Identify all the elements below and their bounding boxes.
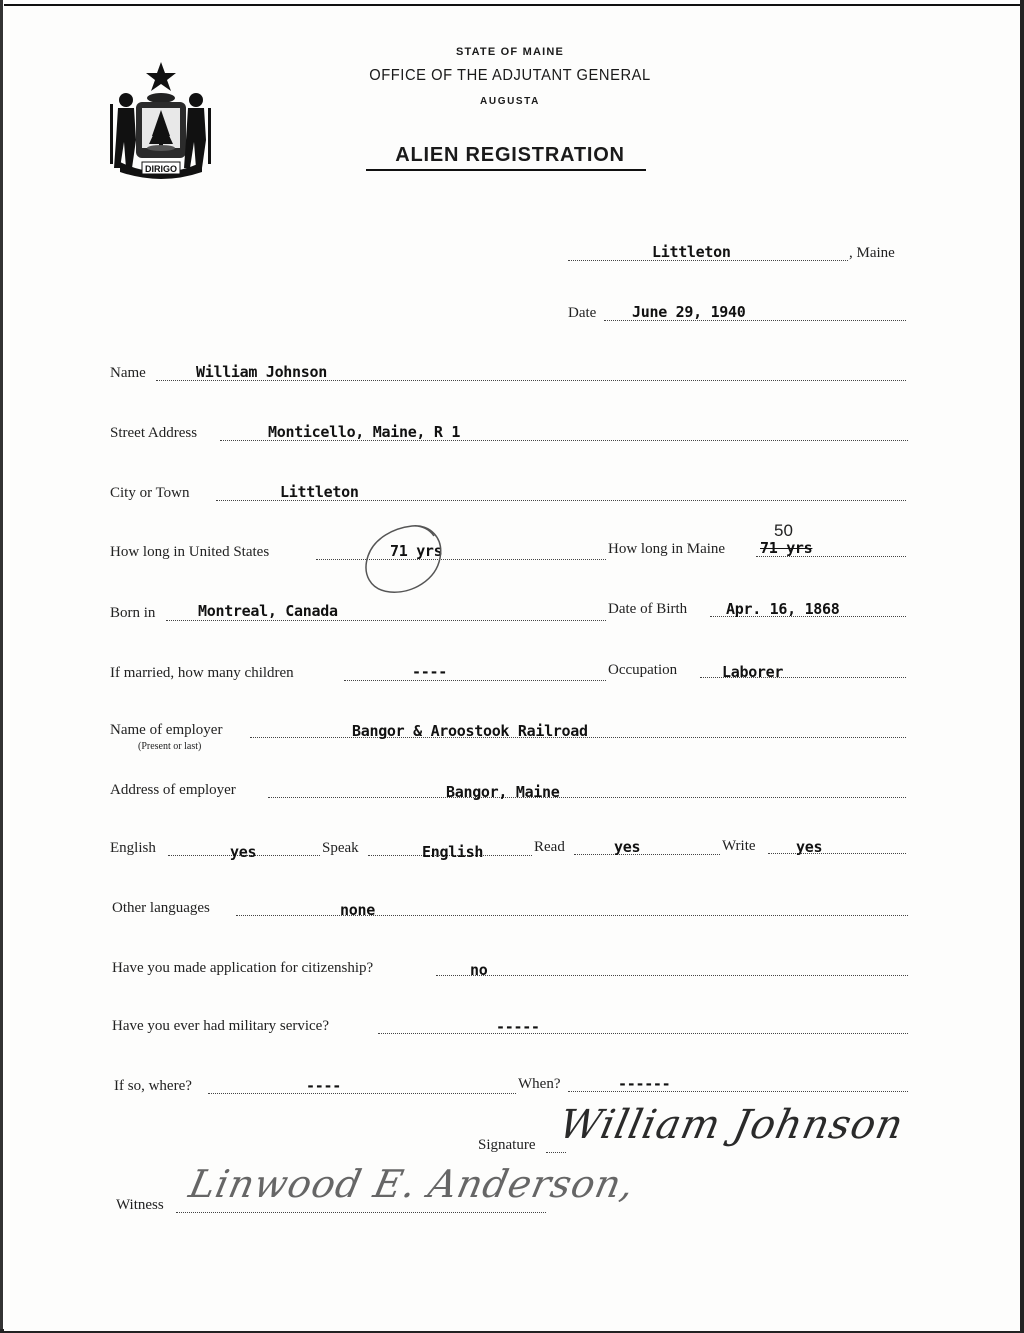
street-address-label: Street Address — [110, 425, 198, 441]
employer-address-dots — [268, 797, 906, 798]
circled-annotation — [360, 520, 446, 598]
where-value: ---- — [306, 1077, 341, 1095]
employer-address-value: Bangor, Maine — [446, 783, 560, 801]
other-languages-dots — [236, 915, 908, 916]
read-label: Read — [534, 839, 565, 855]
military-dots — [378, 1033, 908, 1034]
employer-value: Bangor & Aroostook Railroad — [352, 722, 588, 740]
date-label: Date — [568, 305, 597, 321]
signature-dots — [546, 1152, 566, 1153]
children-label: If married, how many children — [110, 665, 294, 681]
other-languages-label: Other languages — [112, 900, 210, 916]
when-value: ------ — [618, 1075, 671, 1093]
town-value: Littleton — [652, 243, 731, 261]
citizenship-value: no — [470, 961, 488, 979]
city-town-label: City or Town — [110, 485, 190, 501]
english-label: English — [110, 840, 156, 856]
english-value: yes — [230, 843, 257, 861]
occupation-label: Occupation — [608, 662, 678, 678]
employer-label: Name of employer — [110, 722, 223, 738]
children-dots — [344, 680, 606, 681]
street-address-value: Monticello, Maine, R 1 — [268, 423, 461, 441]
write-value: yes — [796, 838, 823, 856]
children-value: ---- — [412, 663, 447, 681]
witness-label: Witness — [116, 1197, 164, 1213]
other-languages-value: none — [340, 901, 375, 919]
date-of-birth-value: Apr. 16, 1868 — [726, 600, 840, 618]
town-suffix: , Maine — [849, 245, 895, 261]
seal-motto: DIRIGO — [144, 164, 178, 174]
signature-value: William Johnson — [555, 1102, 908, 1148]
where-dots — [208, 1093, 516, 1094]
city-town-value: Littleton — [280, 483, 359, 501]
form-title: ALIEN REGISTRATION — [395, 144, 625, 166]
witness-value: Linwood E. Anderson, — [185, 1162, 639, 1206]
name-value: William Johnson — [196, 363, 327, 381]
employer-address-label: Address of employer — [110, 782, 236, 798]
read-dots — [574, 854, 720, 855]
date-value: June 29, 1940 — [632, 303, 746, 321]
speak-value: English — [422, 843, 484, 861]
header-city: AUGUSTA — [480, 96, 540, 107]
witness-dots — [176, 1212, 546, 1213]
how-long-us-value: 71 yrs — [390, 542, 443, 560]
date-of-birth-label: Date of Birth — [608, 601, 688, 617]
how-long-maine-label: How long in Maine — [608, 541, 726, 557]
how-long-us-label: How long in United States — [110, 544, 270, 560]
header-office: OFFICE OF THE ADJUTANT GENERAL — [369, 67, 651, 84]
employer-sublabel: (Present or last) — [138, 741, 202, 752]
born-in-label: Born in — [110, 605, 156, 621]
citizenship-dots — [436, 975, 908, 976]
header-state: STATE OF MAINE — [455, 46, 565, 58]
military-label: Have you ever had military service? — [112, 1018, 329, 1034]
write-label: Write — [722, 838, 756, 854]
military-value: ----- — [496, 1018, 540, 1036]
born-in-value: Montreal, Canada — [198, 602, 338, 620]
how-long-maine-correction: 50 — [774, 521, 793, 540]
born-in-dots — [166, 620, 606, 621]
speak-label: Speak — [322, 840, 359, 856]
title-underline — [366, 169, 646, 171]
write-dots — [768, 853, 906, 854]
when-label: When? — [518, 1076, 561, 1092]
occupation-value: Laborer — [722, 663, 784, 681]
where-label: If so, where? — [114, 1078, 192, 1094]
how-long-maine-value: 71 yrs — [760, 539, 813, 557]
citizenship-label: Have you made application for citizenship? — [112, 960, 374, 976]
signature-label: Signature — [478, 1137, 536, 1153]
scan-edge-right — [1020, 0, 1024, 1333]
read-value: yes — [614, 838, 641, 856]
name-label: Name — [110, 365, 146, 381]
scan-edge-left — [0, 0, 3, 1333]
maine-state-seal — [106, 58, 216, 183]
